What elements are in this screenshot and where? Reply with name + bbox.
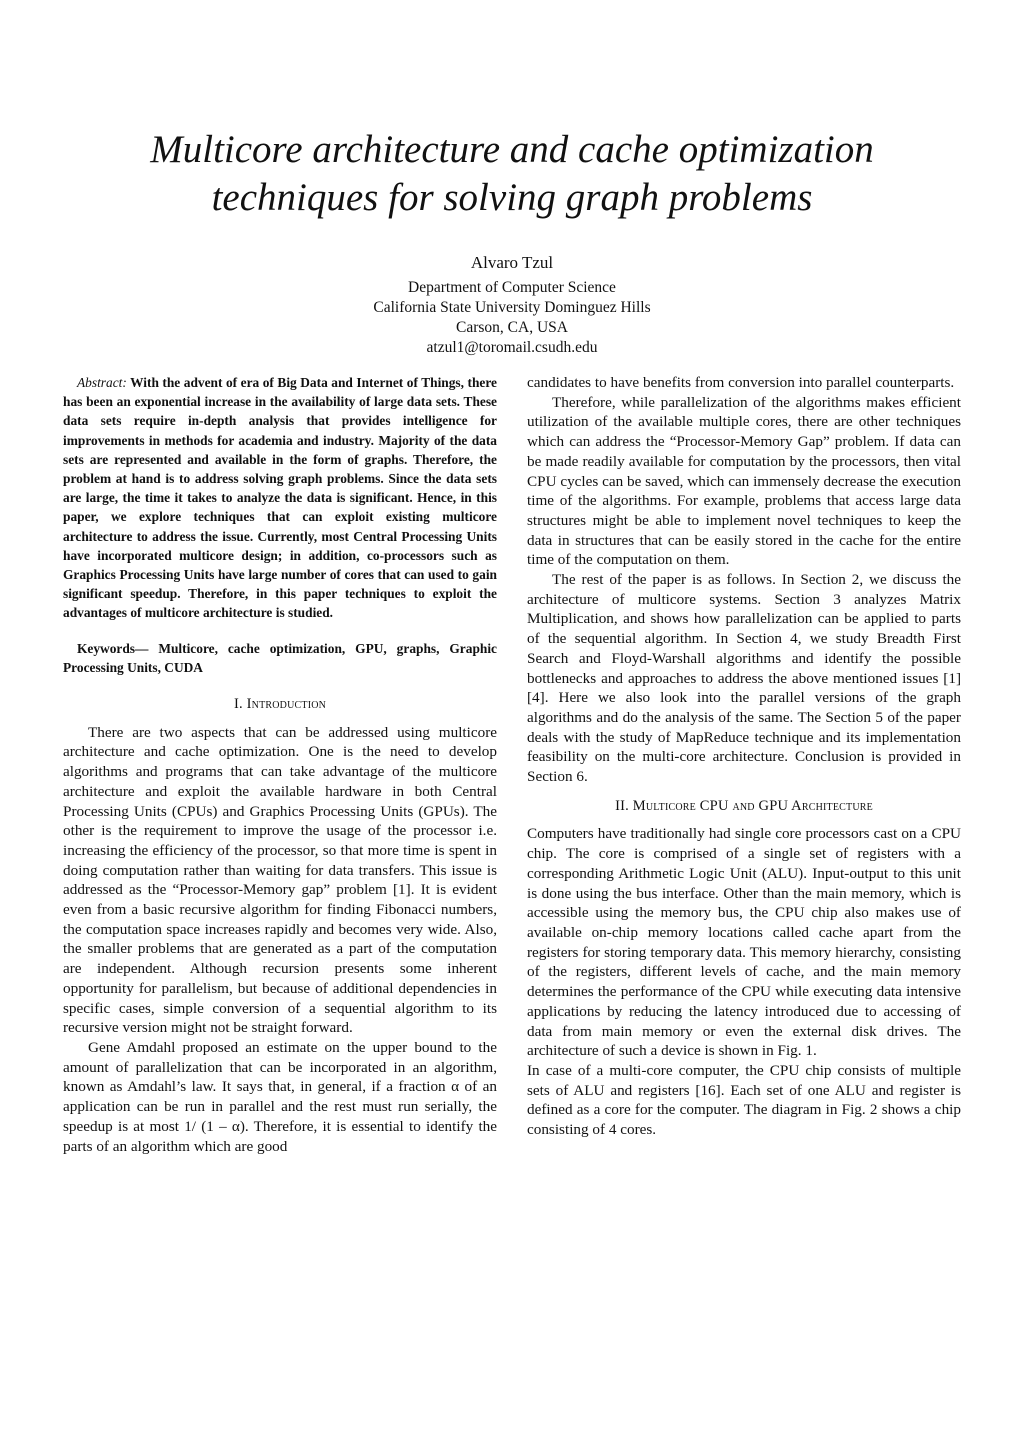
author-name: Alvaro Tzul xyxy=(470,253,554,272)
section-heading-introduction: I. Introduction xyxy=(233,696,327,713)
intro-paragraph-4: The rest of the paper is as follows. In Section 2, we discuss the architecture of multicore systems. Section 3 analyzes Matrix Multiplication, and shows how parallelization can be applied to parts of the sequential algorithm. In Section 4, we study Breadth First Search and Floyd-Warshall algorithms and identify the possible bottlenecks and approaches to address the above mentioned issues [1] [4]. Here we also look into the parallel versions of the graph algorithms and do the analysis of the same. The Section 5 of the paper deals with the study of MapReduce technique and its implementation feasibility on the multi-core architecture. Conclusion is provided in Section 6. xyxy=(527,571,961,786)
intro-paragraph-3: Therefore, while parallelization of the algorithms makes efficient utilization of the available multiple cores, there are other techniques which can address the “Processor-Memory Gap” problem. If data can be made readily available for computation by the processors, then vital CPU cycles can be saved, which can immensely decrease the execution time of the algorithms. For example, problems that access large data structures might be able to implement novel techniques to keep the data in structures that can be easily stored in the cache for the entire time of the computation on them. xyxy=(527,393,961,569)
keywords: Keywords— Multicore, cache optimization, GPU, graphs, Graphic Processing Units, CUDA xyxy=(63,640,497,675)
title-line-2: techniques for solving graph problems xyxy=(211,176,813,219)
title-line-1: Multicore architecture and cache optimization xyxy=(150,128,874,171)
affiliation-location: Carson, CA, USA xyxy=(456,319,568,336)
section-heading-architecture: II. Multicore CPU and GPU Architecture xyxy=(615,797,873,814)
author-email: atzul1@toromail.csudh.edu xyxy=(426,339,598,356)
intro-continuation: candidates to have benefits from conversion into parallel counterparts. xyxy=(527,374,955,391)
arch-paragraph-2: In case of a multi-core computer, the CPU chip consists of multiple sets of ALU and registers [16]. Each set of one ALU and register is defined as a core for the computer. The diagram in Fig. 2 shows a chip consisting of 4 cores. xyxy=(527,1061,961,1139)
intro-paragraph-1: There are two aspects that can be addressed using multicore architecture and cache optimization. One is the need to develop algorithms and programs that can take advantage of the multicore architecture and exploit the available hardware in both Central Processing Units (CPUs) and Graphics Processing Units (GPUs). The other is the requirement to improve the usage of the processor i.e. increasing the efficiency of the processor, so that more time is spent in doing computation rather than waiting for data transfers. This issue is addressed as the “Processor-Memory gap” problem [1]. It is evident even from a basic recursive algorithm for finding Fibonacci numbers, the computation space increases rapidly and becomes very wide. Also, the smaller problems that are generated as a part of the computation are independent. Although recursion presents some inherent opportunity for parallelism, but because of additional dependencies in specific cases, simple conversion of a sequential algorithm to its recursive version might not be straight forward. xyxy=(63,723,497,1037)
right-column xyxy=(527,373,961,1140)
intro-paragraph-2: Gene Amdahl proposed an estimate on the upper bound to the amount of parallelization that can be incorporated in an algorithm, known as Amdahl’s law. It says that, in general, if a fraction α of an application can be run in parallel and the rest must run serially, the speedup is at most 1/ (1 – α). Therefore, it is essential to identify the parts of an algorithm which are good xyxy=(63,1039,497,1155)
abstract-text: With the advent of era of Big Data and Internet of Things, there has been an exponential increase in the availability of large data sets. These data sets require in-depth analysis that provides intelligence for improvements in methods for academia and industry. Majority of the data sets are represented and available in the form of graphs. Therefore, the problem at hand is to address solving graph problems. Since the data sets are large, the time it takes to analyze the data is significant. Hence, in this paper, we explore techniques that can exploit existing multicore architecture to address the issue. Currently, most Central Processing Units have incorporated multicore design; in addition, co-processors such as Graphics Processing Units have large number of cores that can used to gain significant speedup. Therefore, in this paper techniques to exploit the advantages of multicore architecture is studied. xyxy=(63,375,497,621)
affiliation-university: California State University Dominguez Hills xyxy=(373,299,651,316)
paper-title xyxy=(0,126,1024,222)
affiliation-department: Department of Computer Science xyxy=(408,279,616,296)
abstract xyxy=(63,373,497,623)
left-column xyxy=(63,373,497,1156)
arch-paragraph-1: Computers have traditionally had single core processors cast on a CPU chip. The core is comprised of a single set of registers with a corresponding Arithmetic Logic Unit (ALU). Input-output to this unit is done using the bus interface. Other than the main memory, which is accessible using the memory bus, the CPU chip also makes use of available on-chip memory locations called cache apart from the registers for storing temporary data. This memory hierarchy, consisting of the registers, different levels of cache, and the main memory determines the performance of the CPU while executing data intensive applications by reducing the latency introduced due to accessing of data from main memory or even the external disk drives. The architecture of such a device is shown in Fig. 1. xyxy=(527,825,961,1060)
abstract-label: Abstract: xyxy=(77,375,127,390)
author-block xyxy=(0,252,1024,358)
